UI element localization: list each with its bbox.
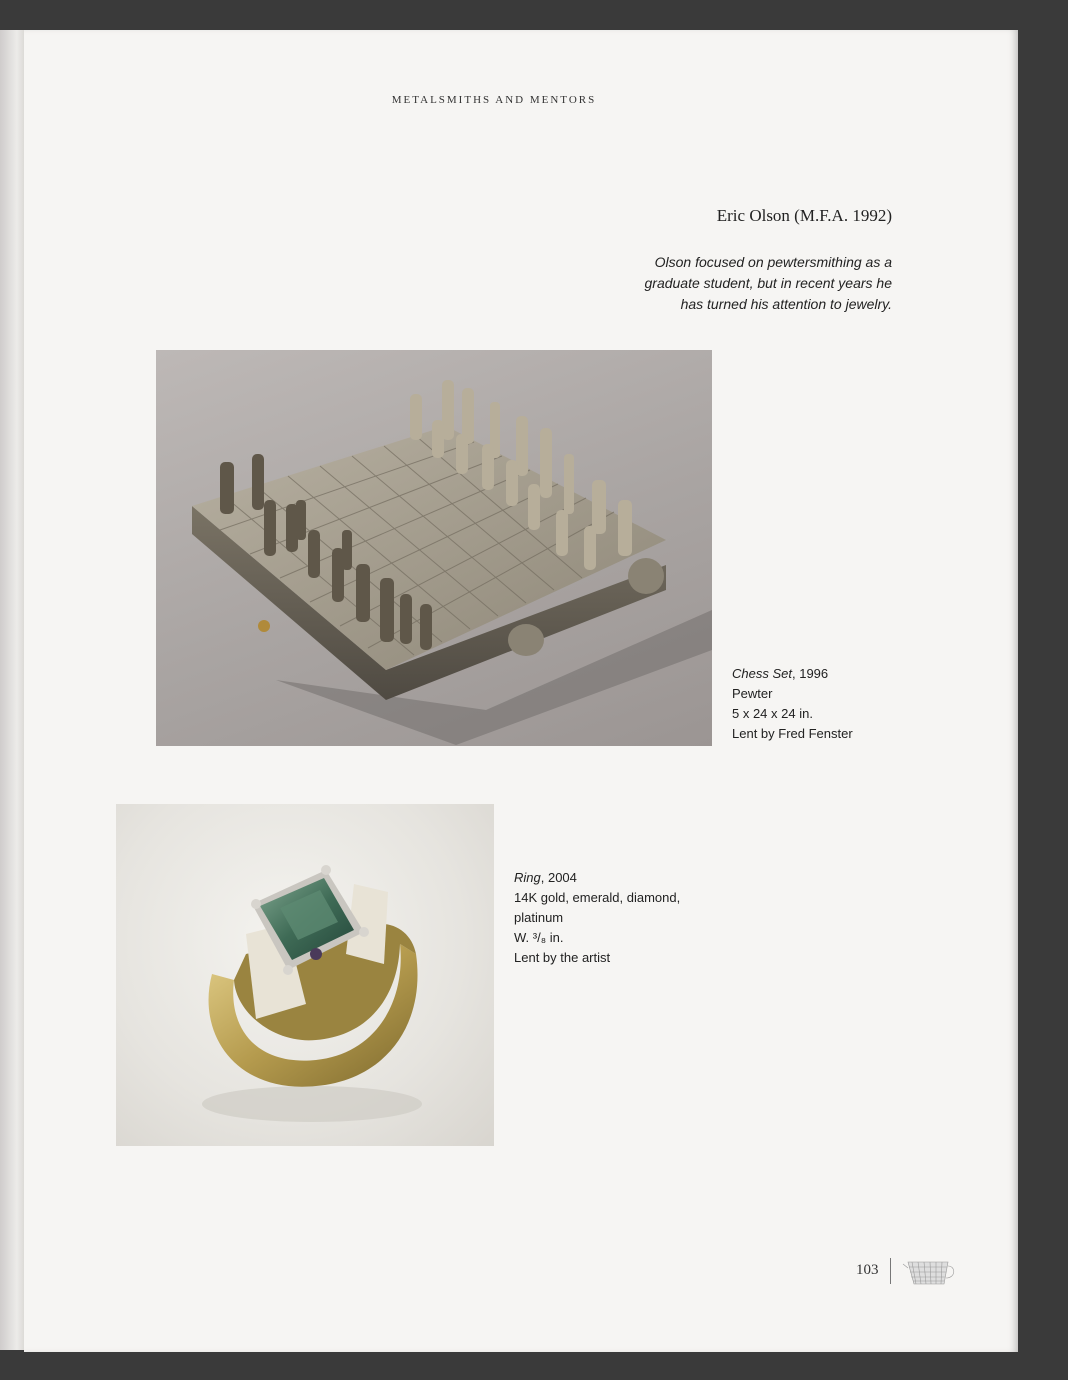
caption-line: Pewter <box>732 686 773 701</box>
folio-divider <box>890 1258 891 1284</box>
intro-line: has turned his attention to jewelry. <box>680 296 892 312</box>
artwork-year: , 1996 <box>791 666 829 681</box>
chess-set-photo <box>156 350 712 746</box>
caption-line: Lent by Fred Fenster <box>732 726 853 741</box>
page-number: 103 <box>856 1262 879 1278</box>
intro-paragraph <box>612 252 892 315</box>
caption-line: W. ³/₈ in. <box>514 930 564 945</box>
artist-heading: Eric Olson (M.F.A. 1992) <box>716 206 892 225</box>
caption-line: Lent by the artist <box>514 950 611 965</box>
running-head: METALSMITHS AND MENTORS <box>391 94 597 106</box>
artwork-title: Chess Set <box>732 666 792 681</box>
ring-photo <box>116 804 494 1146</box>
previous-page-edge <box>0 30 24 1350</box>
book-page <box>24 30 1018 1352</box>
intro-line: Olson focused on pewtersmithing as a <box>654 254 892 270</box>
artwork-title: Ring <box>514 870 541 885</box>
caption-line: 5 x 24 x 24 in. <box>732 706 813 721</box>
caption-title-line <box>514 868 680 888</box>
intro-line: graduate student, but in recent years he <box>644 275 892 291</box>
chess-set-caption <box>732 664 853 744</box>
caption-line: 14K gold, emerald, diamond, <box>514 890 681 905</box>
caption-line: platinum <box>514 910 564 925</box>
ring-caption <box>514 868 680 968</box>
caption-title-line <box>732 664 853 684</box>
artwork-year: , 2004 <box>540 870 577 885</box>
teapot-grid-icon <box>902 1256 960 1288</box>
